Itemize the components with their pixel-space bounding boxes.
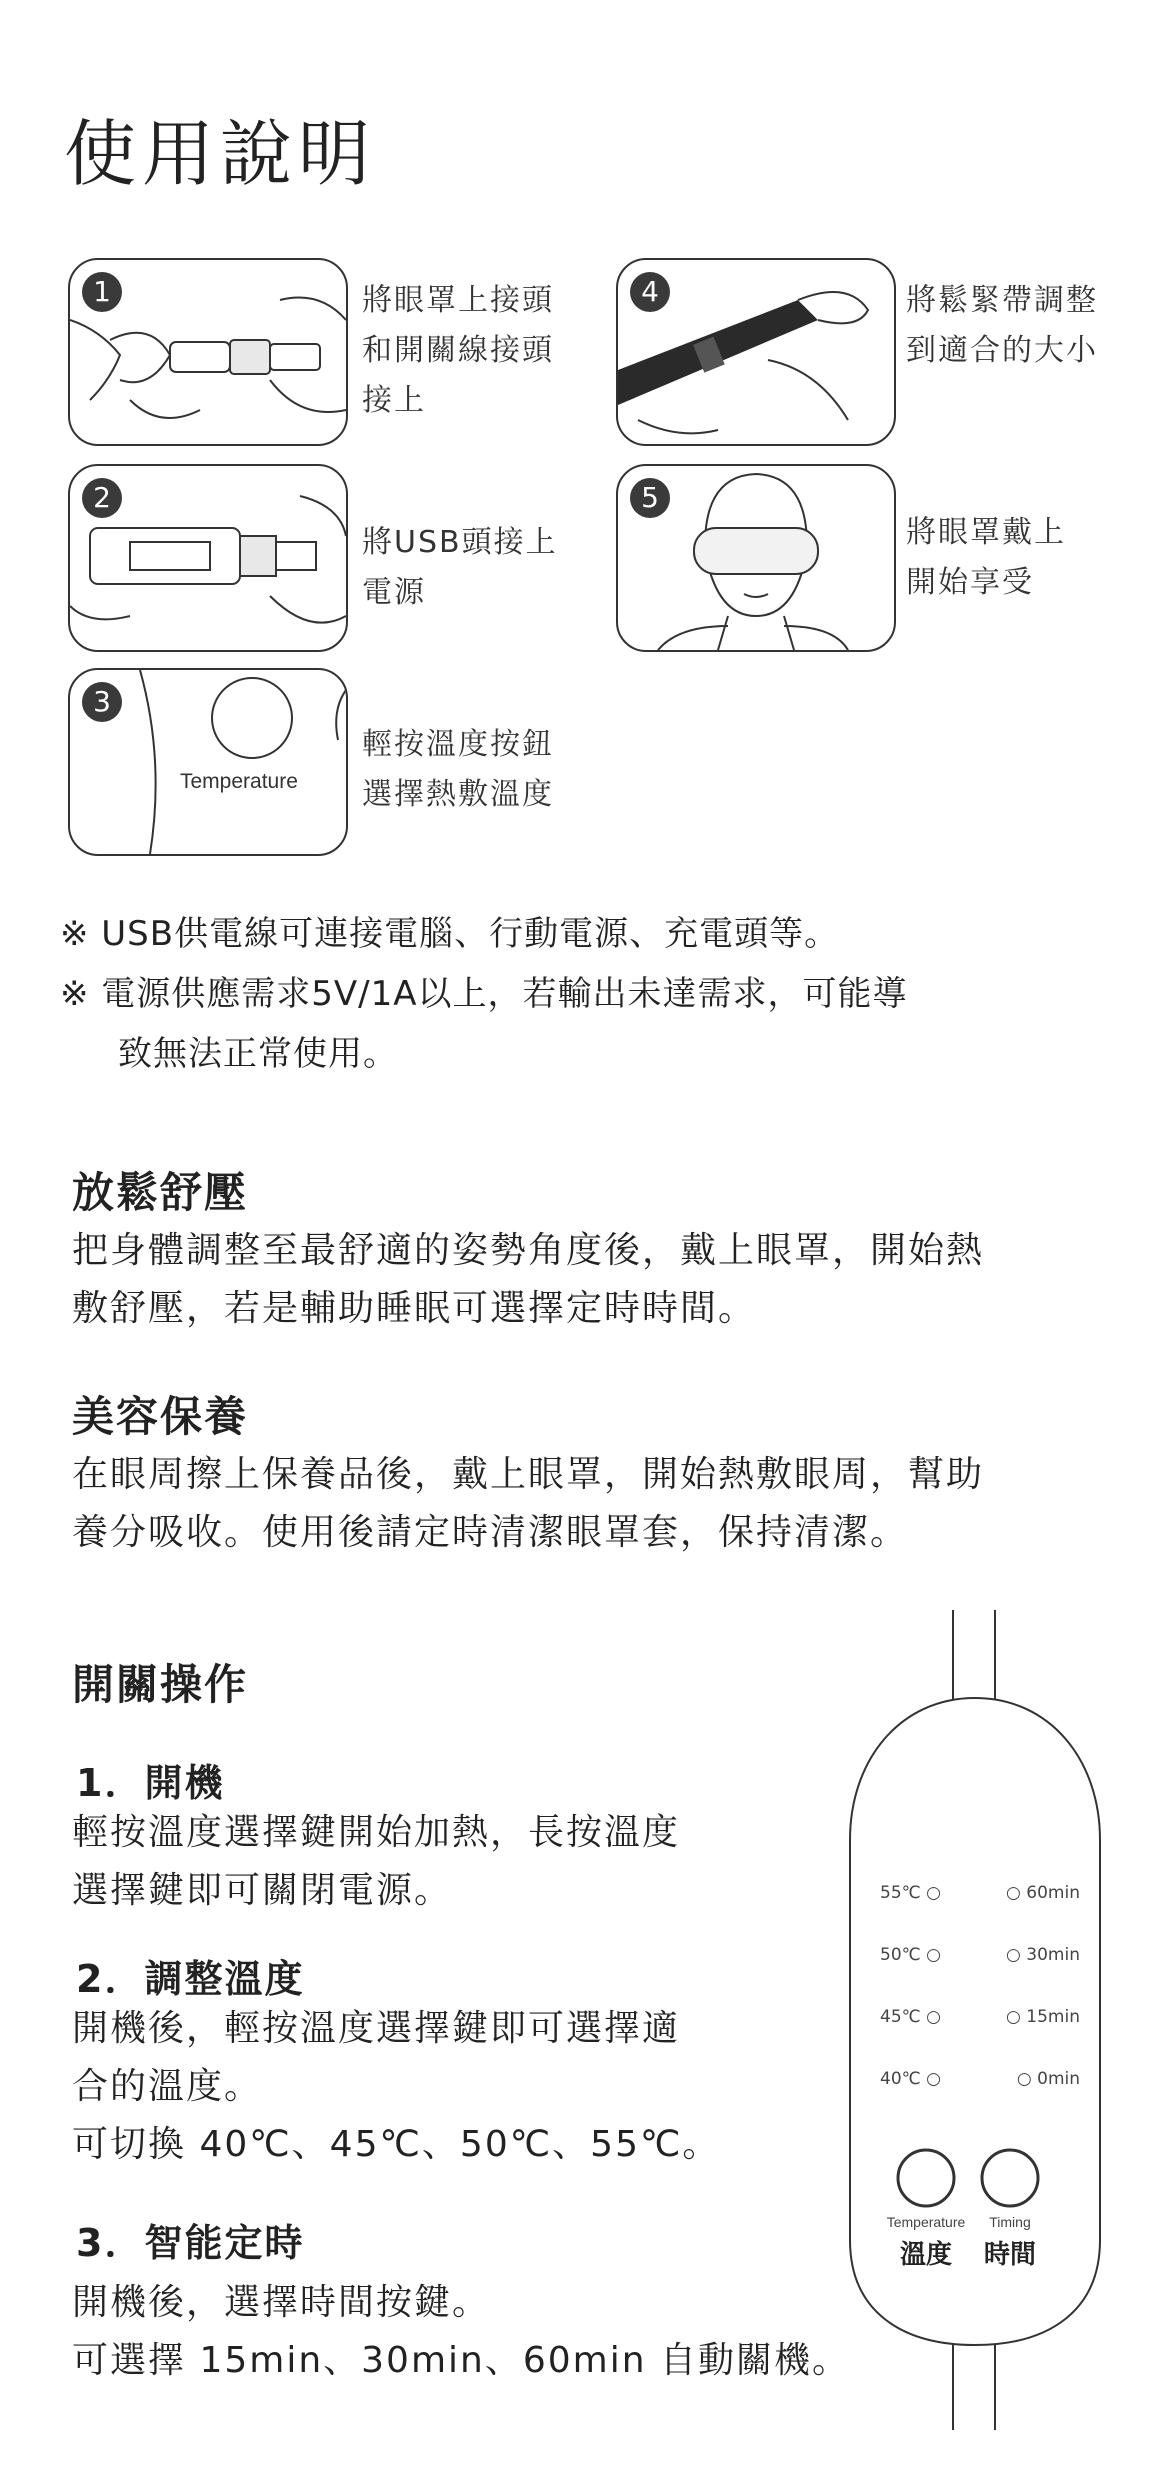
step-5-text: 將眼罩戴上 開始享受 <box>906 515 1066 600</box>
step-5-number: 5 <box>630 478 670 518</box>
section-beauty-text: 在眼周擦上保養品後，戴上眼罩，開始熱敷眼周，幫助 養分吸收。使用後請定時清潔眼罩套，保持清潔。 <box>72 1454 985 1553</box>
time-indicator-30: ○ 30min <box>1006 1945 1080 1965</box>
operation-item-1-text: 輕按溫度選擇鍵開始加熱，長按溫度 選擇鍵即可關閉電源。 <box>72 1812 681 1911</box>
step-3-illustration <box>68 668 348 856</box>
time-indicator-15: ○ 15min <box>1006 2007 1080 2027</box>
remote-controller <box>840 1610 1140 2430</box>
section-beauty-heading: 美容保養 <box>72 1392 249 1441</box>
temperature-button-label-zh: 溫度 <box>899 2240 952 2270</box>
section-relax-heading: 放鬆舒壓 <box>72 1168 249 1217</box>
step-2-illustration <box>68 464 348 652</box>
temp-indicator-40: 40℃ ○ <box>880 2069 941 2089</box>
temp-indicator-50: 50℃ ○ <box>880 1945 941 1965</box>
step-1-number: 1 <box>82 272 122 312</box>
operation-item-2-title: 2．調整溫度 <box>76 1957 305 2001</box>
indicator-row-2 <box>880 1924 1080 1986</box>
time-indicator-60: ○ 60min <box>1006 1883 1080 1903</box>
step-1-illustration <box>68 258 348 446</box>
timing-button-label-en: Timing <box>989 2214 1031 2230</box>
step-3-text: 輕按溫度按鈕 選擇熱敷溫度 <box>362 727 554 812</box>
step-4-text: 將鬆緊帶調整 到適合的大小 <box>906 283 1098 368</box>
operation-heading: 開關操作 <box>72 1660 249 1709</box>
remote-indicators <box>880 1862 1080 2110</box>
time-indicator-0: ○ 0min <box>1016 2069 1080 2089</box>
page-title: 使用說明 <box>64 112 377 196</box>
step-4-illustration <box>616 258 896 446</box>
operation-item-1-title: 1．開機 <box>76 1761 225 1805</box>
operation-item-2-text: 開機後，輕按溫度選擇鍵即可選擇適 合的溫度。 可切換 40℃、45℃、50℃、55℃。 <box>72 2008 721 2165</box>
section-relax-text: 把身體調整至最舒適的姿勢角度後，戴上眼罩，開始熱 敷舒壓，若是輔助睡眠可選擇定時時間。 <box>72 1230 985 1329</box>
step-2-number: 2 <box>82 478 122 518</box>
indicator-row-3 <box>880 1986 1080 2048</box>
operation-item-3-title: 3．智能定時 <box>76 2221 305 2265</box>
temp-indicator-55: 55℃ ○ <box>880 1883 941 1903</box>
note-power: ※ 電源供應需求5V/1A以上，若輸出未達需求，可能導 <box>60 974 908 1014</box>
step-2-text: 將USB頭接上 電源 <box>362 525 558 610</box>
step-5-illustration <box>616 464 896 652</box>
temp-indicator-45: 45℃ ○ <box>880 2007 941 2027</box>
indicator-row-1 <box>880 1862 1080 1924</box>
note-usb: ※ USB供電線可連接電腦、行動電源、充電頭等。 <box>60 914 840 954</box>
timing-button-label-zh: 時間 <box>983 2240 1036 2270</box>
temperature-label: Temperature <box>180 770 298 793</box>
step-1-text: 將眼罩上接頭 和開關線接頭 接上 <box>362 283 554 418</box>
operation-item-3-text: 開機後，選擇時間按鍵。 可選擇 15min、30min、60min 自動關機。 <box>72 2282 850 2381</box>
temperature-button-label-en: Temperature <box>886 2214 966 2230</box>
note-power-cont: 致無法正常使用。 <box>118 1034 398 1074</box>
step-4-number: 4 <box>630 272 670 312</box>
step-3-number: 3 <box>82 682 122 722</box>
indicator-row-4 <box>880 2048 1080 2110</box>
